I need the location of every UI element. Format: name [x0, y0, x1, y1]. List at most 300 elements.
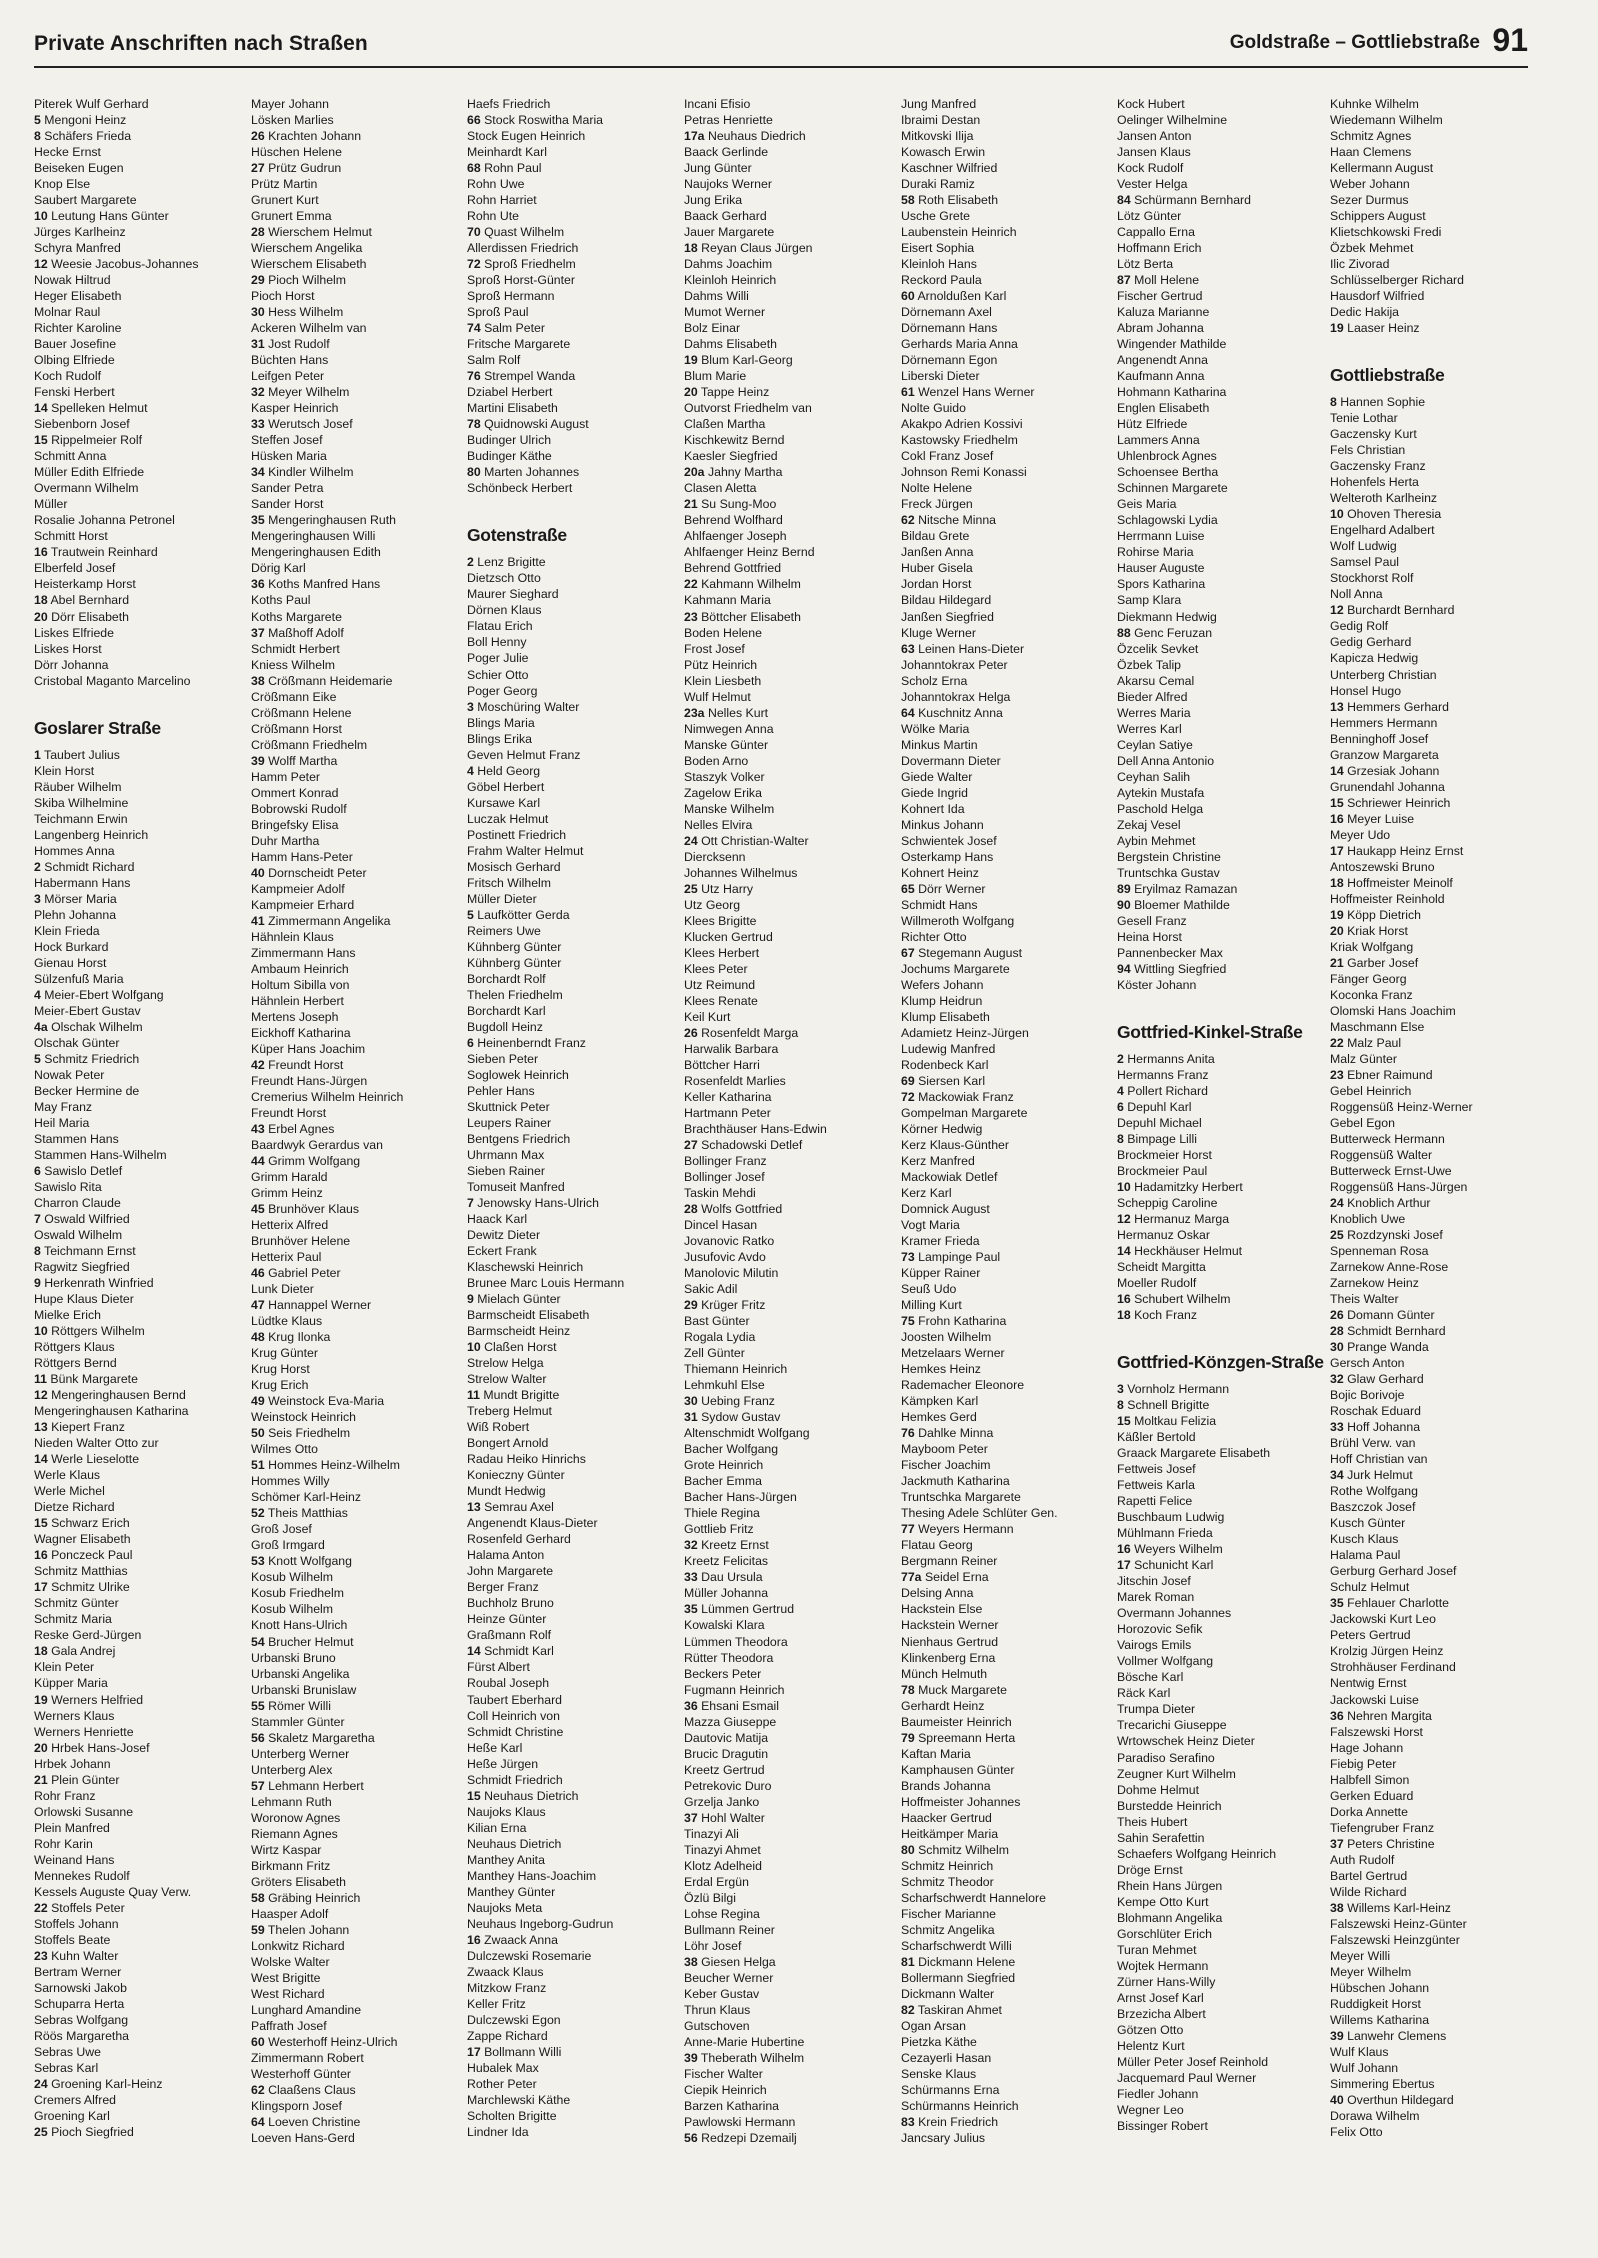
resident-entry: [1117, 673, 1329, 689]
resident-entry: [1117, 416, 1329, 432]
resident-entry: [34, 2044, 246, 2060]
resident-entry: [251, 2082, 463, 2098]
resident-name: Nelles Elvira: [684, 817, 753, 832]
resident-name: Rohr Karin: [34, 1836, 93, 1851]
house-number: 53: [251, 1554, 265, 1569]
resident-entry: [467, 1579, 679, 1595]
resident-entry: [34, 1259, 246, 1275]
resident-name: Overthun Hildegard: [1347, 2092, 1454, 2107]
resident-name: Stegemann August: [918, 945, 1023, 960]
resident-name: Mengeringhausen Willi: [251, 529, 376, 544]
resident-name: Jost Rudolf: [268, 337, 330, 352]
resident-name: Roggensüß Hans-Jürgen: [1330, 1180, 1468, 1194]
resident-entry: [1330, 827, 1542, 843]
house-number: 82: [901, 2002, 915, 2017]
resident-entry: [34, 1531, 246, 1547]
resident-entry: [467, 554, 679, 570]
resident-name: Dröge Ernst: [1117, 1862, 1183, 1877]
resident-name: Willems Katharina: [1330, 2012, 1430, 2027]
resident-name: Schmidt Friedrich: [467, 1772, 563, 1787]
resident-name: Lindner Ida: [467, 2124, 529, 2139]
resident-name: Zimmermann Robert: [251, 2050, 364, 2065]
resident-entry: [251, 1153, 463, 1169]
resident-name: Jurk Helmut: [1347, 1468, 1413, 1483]
resident-entry: [1330, 1067, 1542, 1083]
resident-entry: [1330, 128, 1542, 144]
resident-name: Grimm Heinz: [251, 1186, 323, 1201]
resident-name: Gebel Egon: [1330, 1115, 1395, 1130]
resident-name: Kamphausen Günter: [901, 1762, 1015, 1777]
resident-name: Cristobal Maganto Marcelino: [34, 673, 191, 688]
resident-entry: [684, 528, 896, 544]
resident-entry: [467, 320, 679, 336]
resident-name: Müller Johanna: [684, 1586, 769, 1601]
resident-entry: [251, 1521, 463, 1537]
resident-name: Leinen Hans-Dieter: [918, 641, 1025, 656]
resident-name: Krug Günter: [251, 1346, 318, 1361]
resident-entry: [467, 1435, 679, 1451]
house-number: 28: [1330, 1324, 1344, 1339]
resident-name: Werners Henriette: [34, 1724, 134, 1739]
resident-entry: [251, 528, 463, 544]
resident-name: Zarnekow Heinz: [1330, 1276, 1419, 1291]
resident-name: Sülzenfuß Maria: [34, 971, 124, 986]
resident-name: Schadowski Detlef: [701, 1138, 803, 1153]
house-number: 8: [34, 129, 41, 144]
resident-entry: [901, 1874, 1113, 1890]
resident-entry: [1330, 1227, 1542, 1243]
resident-name: Su Sung-Moo: [701, 497, 777, 512]
house-number: 13: [467, 1500, 481, 1515]
resident-name: Cremers Alfred: [34, 2092, 117, 2107]
house-number: 16: [1330, 811, 1344, 826]
resident-entry: [901, 2050, 1113, 2066]
resident-name: Roggensüß Walter: [1330, 1147, 1433, 1162]
resident-entry: [467, 2044, 679, 2060]
resident-entry: [251, 576, 463, 592]
resident-name: Grunendahl Johanna: [1330, 779, 1445, 794]
resident-entry: [1117, 1814, 1329, 1830]
resident-name: Olomski Hans Joachim: [1330, 1003, 1456, 1018]
resident-name: Kreetz Felicitas: [684, 1554, 769, 1569]
resident-name: Schwarz Erich: [51, 1516, 130, 1531]
resident-entry: [901, 96, 1113, 112]
resident-name: Klein Frieda: [34, 923, 100, 938]
resident-name: Stammen Hans-Wilhelm: [34, 1147, 167, 1162]
resident-name: Schmitt Anna: [34, 449, 107, 464]
resident-entry: [684, 1153, 896, 1169]
resident-name: Hauser Auguste: [1117, 561, 1205, 576]
house-number: 74: [467, 321, 481, 336]
house-number: 1: [34, 747, 41, 762]
resident-name: Sakic Adil: [684, 1282, 738, 1297]
house-number: 2: [467, 555, 474, 570]
resident-entry: [34, 1243, 246, 1259]
resident-name: Zwaack Klaus: [467, 1964, 544, 1979]
resident-entry: [467, 1675, 679, 1691]
resident-name: Wulf Klaus: [1330, 2044, 1389, 2059]
resident-entry: [1117, 272, 1329, 288]
resident-entry: [34, 923, 246, 939]
resident-entry: [467, 2076, 679, 2092]
resident-name: Knoblich Uwe: [1330, 1212, 1406, 1227]
resident-entry: [1330, 2012, 1542, 2028]
resident-name: Knoblich Arthur: [1347, 1196, 1431, 1211]
resident-name: Thiemann Heinrich: [684, 1362, 788, 1377]
resident-name: Rosenfeldt Marlies: [684, 1073, 786, 1088]
house-number: 37: [1330, 1836, 1344, 1851]
resident-entry: [1330, 1788, 1542, 1804]
resident-entry: [1117, 817, 1329, 833]
resident-name: Urbanski Brunislaw: [251, 1682, 357, 1697]
resident-name: Bollmann Willi: [484, 2044, 562, 2059]
house-number: 17: [34, 1580, 48, 1595]
house-number: 76: [467, 369, 481, 384]
resident-name: Ponczeck Paul: [51, 1548, 133, 1563]
resident-name: Hannappel Werner: [268, 1298, 372, 1313]
resident-entry: [1330, 1451, 1542, 1467]
resident-name: Akakpo Adrien Kossivi: [901, 417, 1023, 432]
house-number: 20: [1330, 923, 1344, 938]
resident-name: Fettweis Karla: [1117, 1478, 1195, 1493]
resident-entry: [901, 1041, 1113, 1057]
resident-name: Skaletz Margaretha: [268, 1730, 375, 1745]
resident-entry: [684, 929, 896, 945]
resident-name: Habermann Hans: [34, 875, 131, 890]
resident-name: Samsel Paul: [1330, 555, 1400, 570]
resident-name: Spelleken Helmut: [51, 401, 148, 416]
resident-entry: [1330, 1387, 1542, 1403]
resident-entry: [467, 368, 679, 384]
resident-name: Mayboom Peter: [901, 1442, 988, 1457]
resident-entry: [1330, 304, 1542, 320]
resident-entry: [251, 160, 463, 176]
resident-entry: [34, 1163, 246, 1179]
house-number: 79: [901, 1730, 915, 1745]
resident-name: Skiba Wilhelmine: [34, 795, 129, 810]
resident-name: Fischer Marianne: [901, 1906, 996, 1921]
resident-entry: [467, 747, 679, 763]
resident-name: Leutung Hans Günter: [51, 209, 169, 224]
resident-entry: [34, 907, 246, 923]
resident-name: Utz Georg: [684, 897, 741, 912]
resident-name: Kohnert Heinz: [901, 865, 979, 880]
resident-name: Özbek Talip: [1117, 657, 1182, 672]
resident-entry: [684, 1073, 896, 1089]
resident-name: Gerhardt Heinz: [901, 1698, 985, 1713]
resident-name: Glaw Gerhard: [1347, 1372, 1424, 1387]
resident-entry: [901, 1698, 1113, 1714]
resident-name: Kosub Wilhelm: [251, 1570, 334, 1585]
resident-name: Rosalie Johanna Petronel: [34, 513, 175, 528]
resident-name: Koths Manfred Hans: [268, 577, 381, 592]
resident-entry: [34, 1403, 246, 1419]
resident-entry: [34, 96, 246, 112]
resident-name: Schubert Wilhelm: [1134, 1292, 1231, 1307]
resident-entry: [1117, 609, 1329, 625]
resident-entry: [251, 1329, 463, 1345]
resident-name: Wilde Richard: [1330, 1884, 1407, 1899]
resident-entry: [684, 1553, 896, 1569]
resident-entry: [467, 1852, 679, 1868]
resident-entry: [467, 224, 679, 240]
resident-entry: [34, 528, 246, 544]
resident-name: Kohnert Ida: [901, 801, 965, 816]
resident-name: Pütz Heinrich: [684, 657, 758, 672]
resident-name: Rodenbeck Karl: [901, 1057, 989, 1072]
resident-entry: [684, 945, 896, 961]
resident-name: Marten Johannes: [484, 465, 580, 480]
resident-name: Meyer Wilhelm: [268, 385, 350, 400]
resident-entry: [34, 1051, 246, 1067]
resident-entry: [901, 304, 1113, 320]
resident-entry: [467, 208, 679, 224]
resident-name: Roggensüß Heinz-Werner: [1330, 1099, 1473, 1114]
resident-name: Küpper Maria: [34, 1676, 108, 1691]
resident-name: Fischer Walter: [684, 2066, 763, 2081]
resident-entry: [467, 1259, 679, 1275]
resident-name: Quidnowski August: [484, 417, 589, 432]
resident-name: Neuhaus Dietrich: [467, 1836, 562, 1851]
resident-name: Kämpken Karl: [901, 1394, 979, 1409]
resident-entry: [1330, 843, 1542, 859]
resident-name: Theis Matthias: [267, 1506, 348, 1521]
resident-name: Bentgens Friedrich: [467, 1131, 571, 1146]
resident-entry: [1117, 945, 1329, 961]
resident-name: Dziabel Herbert: [467, 385, 553, 400]
resident-name: Bissinger Robert: [1117, 2118, 1208, 2133]
resident-entry: [467, 1756, 679, 1772]
resident-entry: [251, 480, 463, 496]
resident-entry: [901, 1425, 1113, 1441]
house-number: 38: [684, 1954, 698, 1969]
resident-entry: [251, 1265, 463, 1281]
resident-name: Outvorst Friedhelm van: [684, 401, 812, 416]
resident-entry: [34, 1659, 246, 1675]
resident-name: Stock Eugen Heinrich: [467, 129, 586, 144]
resident-entry: [467, 1804, 679, 1820]
resident-entry: [901, 1938, 1113, 1954]
house-number: 34: [1330, 1468, 1344, 1483]
resident-name: Heisterkamp Horst: [34, 577, 136, 592]
resident-entry: [1117, 1243, 1329, 1259]
house-number: 18: [1117, 1308, 1131, 1323]
resident-name: Bieder Alfred: [1117, 689, 1188, 704]
resident-entry: [467, 1515, 679, 1531]
resident-entry: [251, 897, 463, 913]
resident-name: Schriewer Heinrich: [1347, 795, 1451, 810]
resident-entry: [1117, 1195, 1329, 1211]
house-number: 10: [34, 209, 48, 224]
resident-name: Dörnen Klaus: [467, 603, 542, 618]
resident-entry: [34, 779, 246, 795]
resident-name: Truntschka Gustav: [1117, 865, 1220, 880]
resident-name: Heil Maria: [34, 1115, 90, 1130]
resident-name: Ceylan Satiye: [1117, 737, 1193, 752]
resident-entry: [1330, 538, 1542, 554]
resident-name: Bauer Josefine: [34, 337, 117, 352]
resident-name: Manolovic Milutin: [684, 1266, 779, 1281]
resident-name: Beucher Werner: [684, 1970, 774, 1985]
resident-entry: [467, 570, 679, 586]
resident-name: Halama Paul: [1330, 1548, 1401, 1563]
resident-entry: [684, 737, 896, 753]
resident-name: Lüdtke Klaus: [251, 1314, 323, 1329]
resident-entry: [251, 1842, 463, 1858]
resident-name: Lümmen Gertrud: [701, 1602, 795, 1617]
resident-entry: [34, 176, 246, 192]
house-number: 9: [467, 1292, 474, 1307]
resident-entry: [34, 1035, 246, 1051]
resident-name: Leupers Rainer: [467, 1115, 552, 1130]
resident-name: Molnar Raul: [34, 305, 101, 320]
resident-entry: [1117, 1477, 1329, 1493]
resident-name: Genc Feruzan: [1134, 625, 1213, 640]
resident-entry: [251, 144, 463, 160]
resident-entry: [901, 1794, 1113, 1810]
resident-entry: [1117, 1083, 1329, 1099]
resident-entry: [1330, 2060, 1542, 2076]
resident-name: Thiele Regina: [684, 1506, 760, 1521]
resident-name: Schmitz Wilhelm: [918, 1842, 1009, 1857]
resident-entry: [1117, 384, 1329, 400]
resident-entry: [34, 1579, 246, 1595]
resident-entry: [684, 1105, 896, 1121]
resident-entry: [1117, 833, 1329, 849]
resident-name: Spenneman Rosa: [1330, 1244, 1429, 1259]
resident-entry: [901, 817, 1113, 833]
resident-name: Steffen Josef: [251, 433, 323, 448]
house-number: 16: [1117, 1292, 1131, 1307]
resident-name: Özbek Mehmet: [1330, 241, 1414, 256]
resident-entry: [684, 592, 896, 608]
resident-name: Kindler Wilhelm: [268, 465, 354, 480]
house-number: 2: [1117, 1051, 1124, 1066]
house-number: 36: [1330, 1708, 1344, 1723]
resident-name: Weber Johann: [1330, 177, 1410, 192]
resident-name: Kock Rudolf: [1117, 161, 1184, 176]
resident-entry: [467, 272, 679, 288]
house-number: 21: [684, 497, 698, 512]
resident-name: Manske Wilhelm: [684, 801, 775, 816]
house-number: 8: [1330, 395, 1337, 410]
resident-entry: [1330, 1659, 1542, 1675]
resident-entry: [1330, 208, 1542, 224]
resident-entry: [34, 1948, 246, 1964]
resident-entry: [1117, 657, 1329, 673]
resident-entry: [1330, 1932, 1542, 1948]
resident-entry: [901, 689, 1113, 705]
resident-name: Werle Michel: [34, 1484, 105, 1499]
resident-name: Heger Elisabeth: [34, 289, 122, 304]
resident-entry: [684, 368, 896, 384]
resident-name: Wierschem Angelika: [251, 241, 363, 256]
resident-entry: [1330, 2092, 1542, 2108]
house-number: 58: [901, 193, 915, 208]
resident-entry: [901, 192, 1113, 208]
resident-name: Coll Heinrich von: [467, 1708, 560, 1723]
resident-name: Müller Dieter: [467, 891, 537, 906]
resident-entry: [684, 801, 896, 817]
resident-name: Nowak Peter: [34, 1067, 105, 1082]
resident-entry: [1330, 907, 1542, 923]
resident-entry: [901, 272, 1113, 288]
resident-name: Kowalski Klara: [684, 1618, 765, 1633]
resident-name: Schömer Karl-Heinz: [251, 1490, 362, 1505]
house-number: 4a: [34, 1019, 48, 1034]
resident-name: Falszewski Horst: [1330, 1724, 1423, 1739]
resident-name: Senske Klaus: [901, 2066, 977, 2081]
resident-entry: [251, 1105, 463, 1121]
resident-entry: [1117, 1974, 1329, 1990]
resident-entry: [467, 192, 679, 208]
resident-entry: [34, 609, 246, 625]
resident-entry: [901, 368, 1113, 384]
resident-entry: [901, 1906, 1113, 1922]
house-number: 6: [34, 1163, 41, 1178]
resident-entry: [901, 1569, 1113, 1585]
house-number: 28: [251, 225, 265, 240]
resident-entry: [34, 1772, 246, 1788]
house-number: 22: [34, 1900, 48, 1915]
resident-name: Klietschkowski Fredi: [1330, 225, 1442, 240]
resident-entry: [901, 1185, 1113, 1201]
resident-name: Meyer Udo: [1330, 827, 1391, 842]
resident-name: Schnell Brigitte: [1127, 1398, 1210, 1413]
house-number: 15: [34, 1516, 48, 1531]
resident-name: Wulf Helmut: [684, 689, 751, 704]
resident-name: Semrau Axel: [484, 1500, 554, 1515]
resident-name: Maurer Sieghard: [467, 587, 559, 602]
resident-name: Delsing Anna: [901, 1586, 974, 1601]
resident-entry: [1117, 801, 1329, 817]
resident-entry: [1117, 1846, 1329, 1862]
resident-entry: [1330, 1579, 1542, 1595]
resident-name: Hecke Ernst: [34, 145, 101, 160]
resident-name: Meinhardt Karl: [467, 145, 547, 160]
resident-name: Crößmann Helene: [251, 705, 352, 720]
resident-name: Hähnlein Klaus: [251, 929, 334, 944]
resident-entry: [1117, 304, 1329, 320]
resident-entry: [1117, 400, 1329, 416]
resident-entry: [901, 2098, 1113, 2114]
resident-entry: [34, 875, 246, 891]
resident-name: Kampmeier Adolf: [251, 881, 345, 896]
resident-entry: [467, 827, 679, 843]
resident-name: Jung Erika: [684, 193, 743, 208]
house-number: 15: [467, 1788, 481, 1803]
resident-entry: [251, 753, 463, 769]
resident-name: Köster Johann: [1117, 977, 1197, 992]
resident-entry: [251, 1970, 463, 1986]
resident-entry: [1330, 1195, 1542, 1211]
resident-name: Dohme Helmut: [1117, 1782, 1200, 1797]
resident-name: Brockmeier Paul: [1117, 1163, 1208, 1178]
resident-name: Schmitz Ulrike: [51, 1580, 130, 1595]
resident-name: Prange Wanda: [1347, 1340, 1429, 1355]
resident-entry: [34, 1195, 246, 1211]
resident-entry: [251, 1201, 463, 1217]
resident-name: Klees Herbert: [684, 945, 760, 960]
resident-entry: [251, 224, 463, 240]
resident-entry: [684, 849, 896, 865]
resident-name: Lunghard Amandine: [251, 2002, 362, 2017]
house-number: 3: [467, 699, 474, 714]
resident-name: Bojic Borivoje: [1330, 1388, 1405, 1403]
resident-name: Schmitz Günter: [34, 1596, 119, 1611]
resident-name: Laufkötter Gerda: [477, 907, 570, 922]
house-number: 29: [251, 273, 265, 288]
